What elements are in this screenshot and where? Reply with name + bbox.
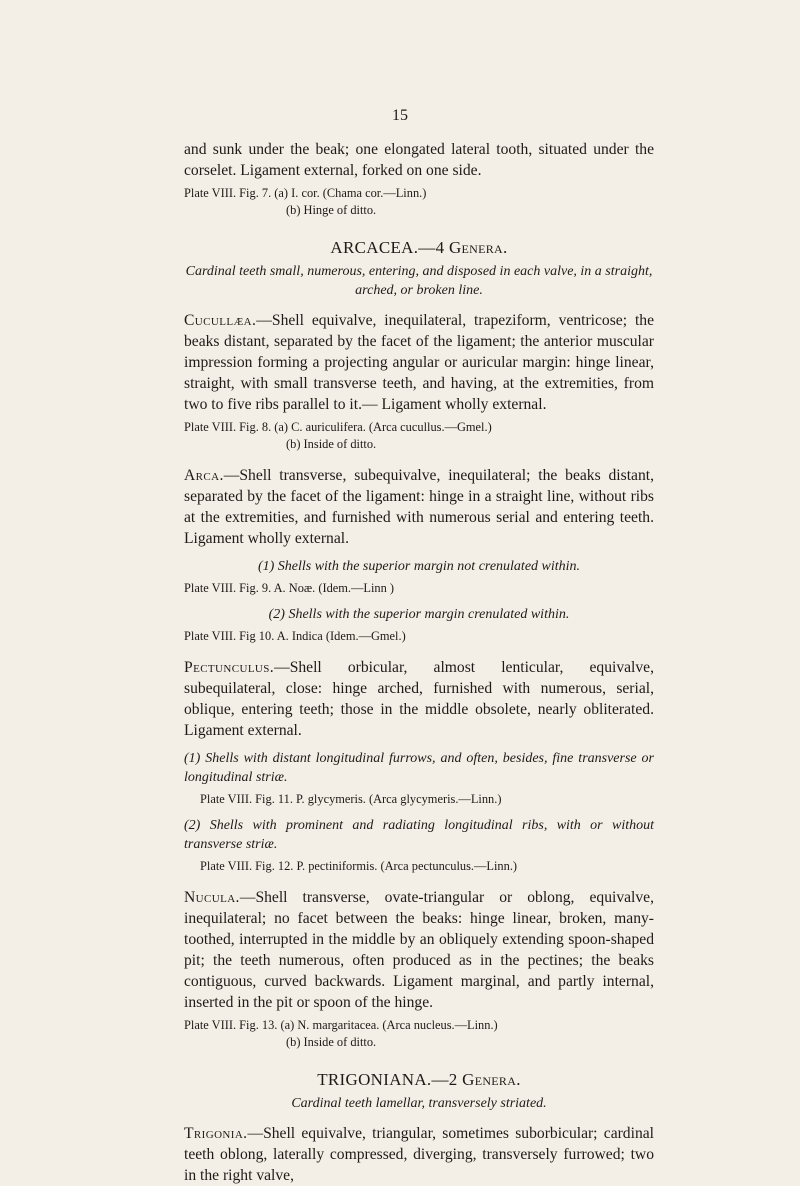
plate-reference-line: (b) Hinge of ditto. xyxy=(286,203,377,217)
plate-reference: Plate VIII. Fig. 9. A. Noæ. (Idem.—Linn ) xyxy=(184,581,395,595)
plate-reference xyxy=(184,1017,654,1051)
genus-description: —Shell orbicular, almost lenticular, equivalve, subequilateral, close: hinge arched, furnished with numerous, serial, oblique, entering teeth; those in the middle obsolete, nearly obliterated. Ligament external. xyxy=(184,659,654,739)
genera-count: —2 Genera. xyxy=(431,1070,521,1089)
genera-count: —4 Genera. xyxy=(418,238,508,257)
genus-name: Pectunculus. xyxy=(184,659,275,676)
family-heading-arcacea xyxy=(184,237,654,258)
genus-description: —Shell equivalve, triangular, sometimes suborbicular; cardinal teeth oblong, laterally compressed, diverging, transversely furrowed; two in the right valve, xyxy=(184,1125,654,1184)
subgroup-heading xyxy=(184,816,654,854)
plate-reference xyxy=(184,185,654,219)
plate-reference-line: Plate VIII. Fig. 7. (a) I. cor. (Chama cor.—Linn.) xyxy=(184,186,427,200)
plate-reference-line: Plate VIII. Fig. 13. (a) N. margaritacea. (Arca nucleus.—Linn.) xyxy=(184,1018,498,1032)
genus-entry-trigonia xyxy=(184,1123,654,1186)
intro-paragraph: and sunk under the beak; one elongated lateral tooth, situated under the corselet. Ligament external, forked on one side. xyxy=(184,141,654,179)
genus-entry-arca xyxy=(184,465,654,549)
plate-reference: Plate VIII. Fig 10. A. Indica (Idem.—Gmel.) xyxy=(184,629,406,643)
subgroup-text: (1) Shells with the superior margin not crenulated within. xyxy=(257,559,581,574)
family-name: ARCACEA. xyxy=(330,238,419,257)
subgroup-text: (2) Shells with the superior margin crenulated within. xyxy=(268,607,570,622)
family-name: TRIGONIANA. xyxy=(317,1070,432,1089)
subgroup-heading xyxy=(184,749,654,787)
plate-reference-line: (b) Inside of ditto. xyxy=(286,1035,377,1049)
genus-description: —Shell equivalve, inequilateral, trapeziform, ventricose; the beaks distant, separated by the facet of the ligament; the anterior muscular impression forming a projecting angular or auricular margin: hinge linear, straight, with small transverse teeth, and having, at the extremities, from two to five ribs parallel to it.— Ligament wholly external. xyxy=(184,312,654,413)
genus-name: Trigonia. xyxy=(184,1125,248,1142)
genus-entry-nucula xyxy=(184,887,654,1013)
genus-name: Nucula. xyxy=(184,889,240,906)
genus-description: —Shell transverse, ovate-triangular or oblong, equivalve, inequilateral; no facet between the beaks: hinge linear, broken, many-toothed, interrupted in the middle by an obliquely extending spoon-shaped pit; the teeth numerous, often produced as in the pectines; the beaks contiguous, curved backwards. Ligament marginal, and partly internal, inserted in the pit or spoon of the hinge. xyxy=(184,889,654,1011)
genus-name: Arca. xyxy=(184,467,224,484)
plate-reference-line: Plate VIII. Fig. 8. (a) C. auriculifera. (Arca cucullus.—Gmel.) xyxy=(184,420,492,434)
family-character: Cardinal teeth lamellar, transversely striated. xyxy=(291,1096,547,1111)
family-heading-trigoniana xyxy=(184,1069,654,1090)
subgroup-heading xyxy=(184,557,654,576)
family-character: Cardinal teeth small, numerous, entering, and disposed in each valve, in a straight, arched, or broken line. xyxy=(185,264,653,298)
subgroup-text: (1) Shells with distant longitudinal furrows, and often, besides, fine transverse or longitudinal striæ. xyxy=(184,751,654,785)
page-body xyxy=(184,139,654,1186)
genus-description: —Shell transverse, subequivalve, inequilateral; the beaks distant, separated by the facet of the ligament: hinge in a straight line, without ribs at the extremities, and furnished with numerous serial and entering teeth. Ligament wholly external. xyxy=(184,467,654,547)
genus-name: Cucullæa. xyxy=(184,312,257,329)
genus-entry-cucullaea xyxy=(184,310,654,415)
plate-reference: Plate VIII. Fig. 12. P. pectiniformis. (Arca pectunculus.—Linn.) xyxy=(200,859,518,873)
plate-reference: Plate VIII. Fig. 11. P. glycymeris. (Arca glycymeris.—Linn.) xyxy=(200,792,502,806)
subgroup-heading xyxy=(184,605,654,624)
plate-reference-line: (b) Inside of ditto. xyxy=(286,437,377,451)
plate-reference xyxy=(184,419,654,453)
subgroup-text: (2) Shells with prominent and radiating longitudinal ribs, with or without transverse striæ. xyxy=(184,818,654,852)
genus-entry-pectunculus xyxy=(184,657,654,741)
page-number: 15 xyxy=(392,107,408,124)
